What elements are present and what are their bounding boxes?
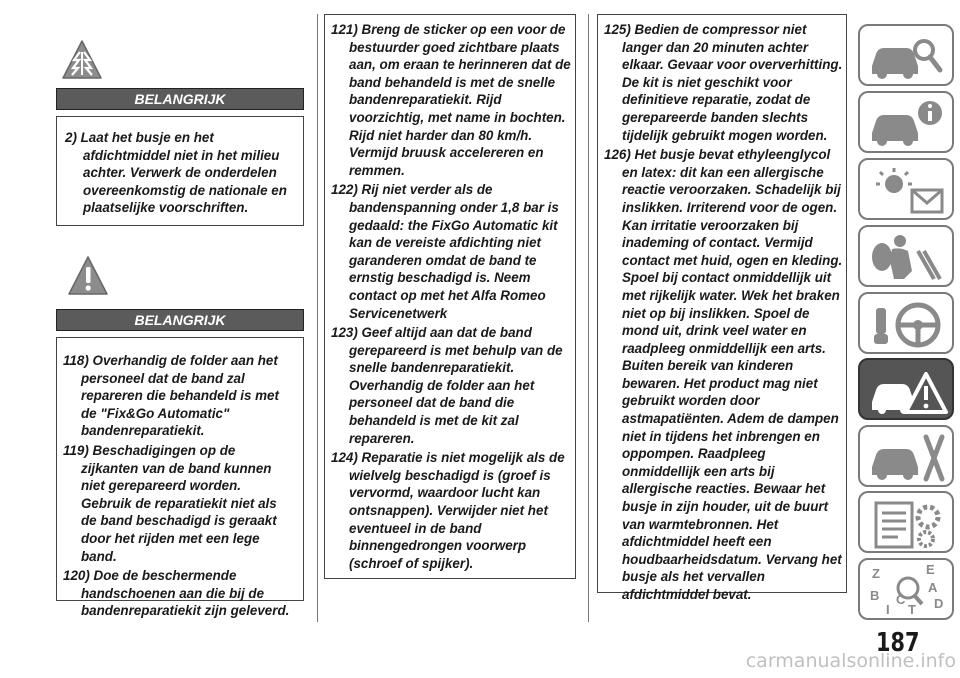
- note-item: 119) Beschadigingen op de zijkanten van de band kunnen niet gerepareerd worden. Gebruik de reparatiekit niet als de band beschadigd is geraakt door het rijden met een lege band.: [63, 442, 277, 564]
- technical-data-icon: [868, 497, 948, 551]
- note-item: 122) Rij niet verder als de bandenspanning onder 1,8 bar is gedaald: the FixGo Automatic kit kan de vereiste afdichting niet garanderen omdat de band te ernstig beschadigd is. Neem contact op met het Alfa Romeo Servicenetwerk: [331, 182, 559, 321]
- index-letter: E: [926, 564, 935, 577]
- column-divider: [588, 14, 589, 622]
- note-item: 120) Doe de beschermende handschoenen aan die bij de bandenreparatiekit zijn geleverd.: [63, 568, 290, 619]
- index-letter: B: [870, 588, 880, 603]
- note-item: 123) Geef altijd aan dat de band gerepareerd is met behulp van de snelle bandenreparatiekit. Overhandig de folder aan het personeel dat de band die behandeld is met de kit zal repareren.: [331, 325, 563, 446]
- index-letter: D: [934, 596, 944, 611]
- note2-box: [56, 337, 304, 619]
- car-info-icon: [868, 97, 948, 151]
- car-search-icon: [868, 30, 948, 84]
- tab-warning-lights[interactable]: [858, 158, 954, 220]
- tab-car-info[interactable]: [858, 91, 954, 153]
- tab-driving[interactable]: [858, 292, 954, 354]
- index-letter: T: [908, 602, 916, 617]
- tab-index[interactable]: [858, 558, 954, 620]
- middle-warning-box: [324, 14, 576, 579]
- car-maintenance-tools-icon: [868, 431, 948, 485]
- column-divider: [317, 14, 318, 622]
- emergency-warning-triangle-icon: [868, 364, 948, 418]
- note-item: 2) Laat het busje en het afdichtmiddel niet in het milieu achter. Verwerk de onderdelen overeenkomstig de nationale en plaatselijke voorschriften.: [65, 130, 287, 216]
- tab-maintenance[interactable]: [858, 425, 954, 487]
- note-item: 124) Reparatie is niet mogelijk als de wielvelg beschadigd is (groef is vervormd, waardoor lucht kan ontsnappen). Verwijder niet het eventueel in de band binnengedrongen voorwerp (schroef of spijker).: [331, 450, 565, 571]
- hazard-road-icon: [60, 38, 104, 82]
- note-item: 121) Breng de sticker op een voor de bestuurder goed zichtbare plaats aan, om eraan te herinneren dat de band behandeld is met de snelle bandenreparatiekit. Rijd voorzichtig, met name in bochten. Rijd niet harder dan 80 km/h. Vermijd bruusk accelereren en remmen.: [331, 22, 571, 178]
- watermark: carmanualsonline.info: [745, 650, 956, 672]
- note1-heading: BELANGRIJK: [56, 88, 304, 110]
- tab-safety[interactable]: [858, 225, 954, 287]
- tab-technical-data[interactable]: [858, 491, 954, 553]
- note2-heading: BELANGRIJK: [56, 309, 304, 331]
- exclamation-warning-icon: [66, 254, 110, 298]
- warning-light-message-icon: [868, 164, 948, 218]
- tab-emergency[interactable]: [858, 358, 954, 420]
- driving-steering-wheel-icon: [868, 298, 948, 352]
- index-letter: Z: [872, 566, 880, 581]
- page-number: 187: [876, 628, 920, 658]
- note1-box: [56, 116, 304, 226]
- note-item: 126) Het busje bevat ethyleenglycol en latex: dit kan een allergische reactie veroorzaken. Schadelijk bij inslikken. Irriterend voor de ogen. Kan irritatie veroorzaken bij inademing of contact. Vermijd contact met huid, ogen en kleding. Spoel bij contact onmiddellijk uit met rijkelijk water. Wek het braken niet op bij inslikken. Spoel de mond uit, drink veel water en raadpleeg onmiddellijk een arts. Buiten bereik van kinderen bewaren. Het product mag niet gebruikt worden door astmapatiënten. Adem de dampen niet in tijdens het inbrengen en oppompen. Raadpleeg onmiddellijk een arts bij allergische reacties. Bewaar het busje in zijn houder, uit de buurt van warmtebronnen. Het afdichtmiddel heeft een houdbaarheidsdatum. Vervang het busje als het vervallen afdichtmiddel bevat.: [604, 147, 843, 602]
- index-letter: A: [928, 580, 938, 595]
- airbag-safety-icon: [868, 231, 948, 285]
- index-letter: I: [886, 602, 890, 617]
- index-letter: C: [896, 592, 906, 607]
- alphabetical-index-icon: [868, 564, 948, 618]
- right-warning-box: [597, 14, 847, 602]
- tab-car-search[interactable]: [858, 24, 954, 86]
- note-item: 118) Overhandig de folder aan het personeel dat de band zal repareren die behandeld is met de "Fix&Go Automatic" bandenreparatiekit.: [63, 353, 279, 439]
- note-item: 125) Bedien de compressor niet langer dan 20 minuten achter elkaar. Gevaar voor oververhitting. De kit is niet geschikt voor definitieve reparatie, zodat de gerepareerde banden slechts tijdelijk gebruikt mogen worden.: [604, 22, 843, 143]
